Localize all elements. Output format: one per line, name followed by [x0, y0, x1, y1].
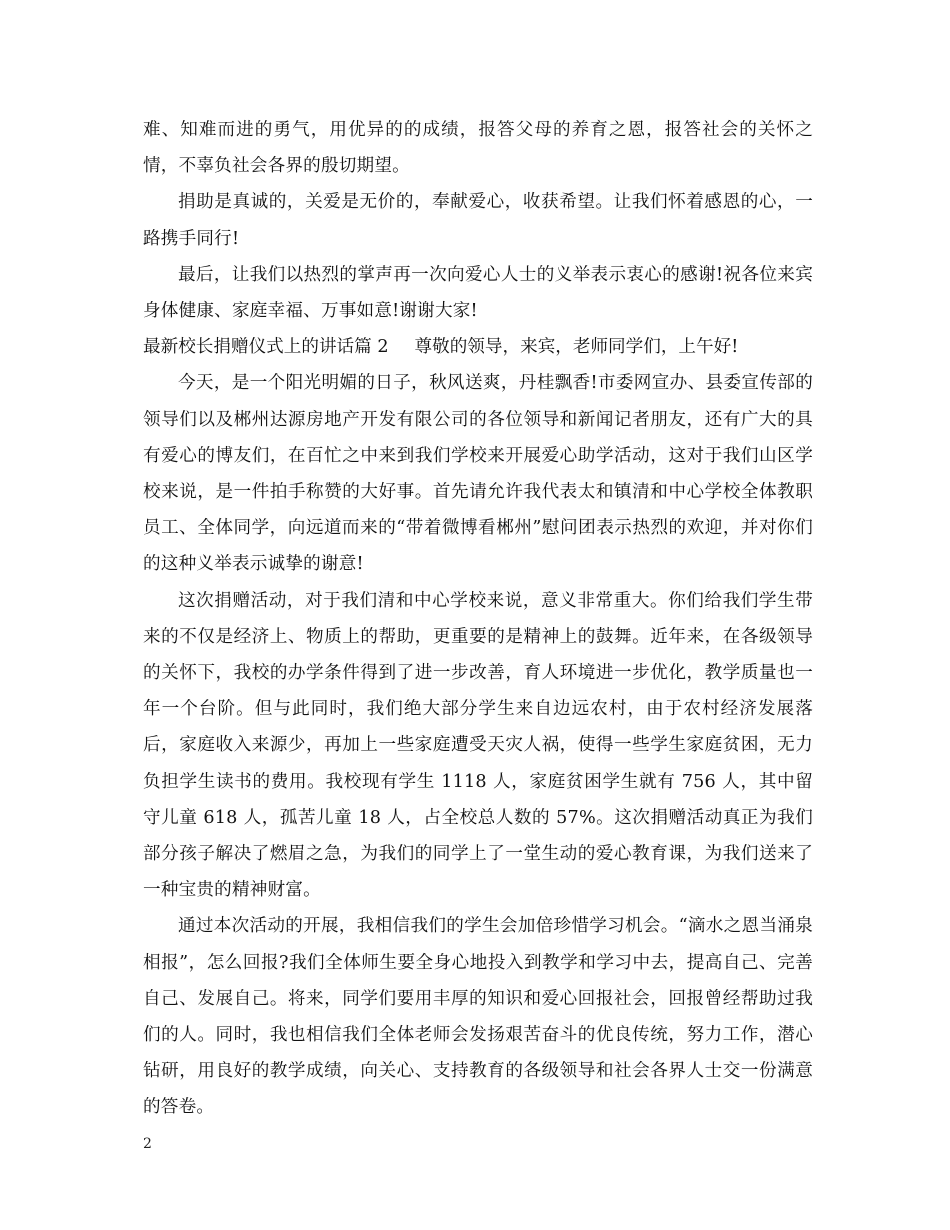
section-title: 最新校长捐赠仪式上的讲话篇 2: [143, 337, 389, 358]
paragraph-closing-thanks: 最后，让我们以热烈的掌声再一次向爱心人士的义举表示衷心的感谢!祝各位来宾身体健康、家庭幸福、万事如意!谢谢大家!: [143, 264, 813, 322]
paragraph-help-sincere: 捐助是真诚的，关爱是无价的，奉献爱心，收获希望。让我们怀着感恩的心，一路携手同行!: [143, 192, 813, 249]
page-number: 2: [143, 1136, 152, 1152]
paragraph-today: 今天，是一个阳光明媚的日子，秋风送爽，丹桂飘香!市委网宣办、县委宣传部的领导们以及郴州达源房地产开发有限公司的各位领导和新闻记者朋友，还有广大的具有爱心的博友们，在百忙之中来到我们学校来开展爱心助学活动，这对于我们山区学校来说，是一件拍手称赞的大好事。首先请允许我代表太和镇清和中心学校全体教职员工、全体同学，向远道而来的“带着微博看郴州”慰问团表示热烈的欢迎，并对你们的这种义举表示诚挚的谢意!: [143, 373, 813, 575]
paragraph-through-activity: 通过本次活动的开展，我相信我们的学生会加倍珍惜学习机会。“滴水之恩当涌泉相报”，怎么回报?我们全体师生要全身心地投入到教学和学习中去，提高自己、完善自己、发展自己。将来，同学们要用丰厚的知识和爱心回报社会，回报曾经帮助过我们的人。同时，我也相信我们全体老师会发扬艰苦奋斗的优良传统，努力工作，潜心钻研，用良好的教学成绩，向关心、支持教育的各级领导和社会各界人士交一份满意的答卷。: [143, 916, 813, 1118]
paragraph-significance: 这次捐赠活动，对于我们清和中心学校来说，意义非常重大。你们给我们学生带来的不仅是经济上、物质上的帮助，更重要的是精神上的鼓舞。近年来，在各级领导的关怀下，我校的办学条件得到了进一步改善，育人环境进一步优化，教学质量也一年一个台阶。但与此同时，我们绝大部分学生来自边远农村，由于农村经济发展落后，家庭收入来源少，再加上一些家庭遭受天灾人祸，使得一些学生家庭贫困，无力负担学生读书的费用。我校现有学生 1118 人，家庭贫困学生就有 756 人，其中留守儿童 618 人，孤苦儿童 18 人，占全校总人数的 57%。这次捐赠活动真正为我们部分孩子解决了燃眉之急，为我们的同学上了一堂生动的爱心教育课，为我们送来了一种宝贵的精神财富。: [143, 590, 813, 901]
paragraph-continuation: 难、知难而进的勇气，用优异的的成绩，报答父母的养育之恩，报答社会的关怀之情，不辜负社会各界的殷切期望。: [143, 120, 813, 177]
section-greeting: 尊敬的领导，来宾，老师同学们，上午好!: [414, 337, 739, 358]
section-heading: [143, 329, 813, 365]
document-body: [143, 112, 813, 1126]
